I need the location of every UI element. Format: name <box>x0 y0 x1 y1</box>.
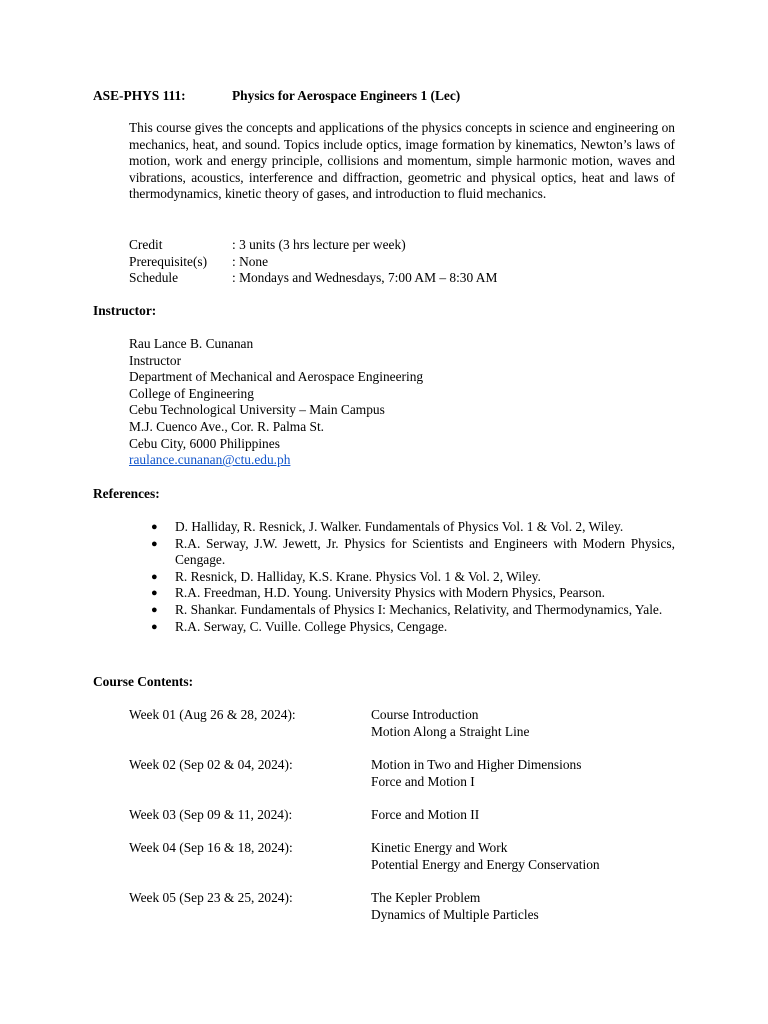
reference-item: ● R.A. Freedman, H.D. Young. University Physics with Modern Physics, Pearson. <box>151 585 605 601</box>
detail-label: Schedule <box>129 270 179 286</box>
topic: Kinetic Energy and Work <box>371 840 508 855</box>
week-topics <box>371 890 539 923</box>
references-list <box>129 519 675 635</box>
bullet-icon: ● <box>151 587 158 600</box>
topic: Dynamics of Multiple Particles <box>371 906 539 922</box>
bullet-icon: ● <box>151 537 158 550</box>
detail-value: : Mondays and Wednesdays, 7:00 AM – 8:30 AM <box>232 270 498 286</box>
detail-label: Credit <box>129 237 163 252</box>
topic: Motion Along a Straight Line <box>371 723 530 739</box>
week-topics <box>371 807 479 824</box>
reference-item: ● R. Resnick, D. Halliday, K.S. Krane. Physics Vol. 1 & Vol. 2, Wiley. <box>151 568 541 584</box>
detail-value: : 3 units (3 hrs lecture per week) <box>232 237 406 252</box>
instructor-name: Rau Lance B. Cunanan <box>129 336 254 351</box>
bullet-icon: ● <box>151 603 158 616</box>
week-label: Week 03 (Sep 09 & 11, 2024): <box>129 807 293 822</box>
reference-item: ● R.A. Serway, J.W. Jewett, Jr. Physics for Scientists and Engineers with Modern Physics, Cengage. <box>151 535 675 568</box>
references-heading: References: <box>93 486 160 501</box>
bullet-icon: ● <box>151 570 158 583</box>
week-label: Week 05 (Sep 23 & 25, 2024): <box>129 890 293 905</box>
reference-item: ● R. Shankar. Fundamentals of Physics I: Mechanics, Relativity, and Thermodynamics, Yale. <box>151 601 663 617</box>
instructor-address: M.J. Cuenco Ave., Cor. R. Palma St. <box>129 418 325 434</box>
instructor-university: Cebu Technological University – Main Campus <box>129 402 385 418</box>
course-description: This course gives the concepts and applications of the physics concepts in science and engineering on mechanics, heat, and sound. Topics include optics, image formation by kinematics, Newton’s laws of motion, work and energy principle, collisions and momentum, simple harmonic motion, waves and vibrations, acoustics, interference and diffraction, geometric and physical optics, heat and laws of thermodynamics, kinetic theory of gases, and introduction to fluid mechanics. <box>129 120 675 202</box>
detail-label: Prerequisite(s) <box>129 253 208 269</box>
topic: Force and Motion II <box>371 807 480 822</box>
instructor-position: Instructor <box>129 352 182 368</box>
instructor-college: College of Engineering <box>129 385 254 401</box>
course-title: Physics for Aerospace Engineers 1 (Lec) <box>232 88 461 103</box>
instructor-email-link[interactable]: raulance.cunanan@ctu.edu.ph <box>129 452 291 468</box>
reference-item: ● R.A. Serway, C. Vuille. College Physics, Cengage. <box>151 618 448 634</box>
bullet-icon: ● <box>151 620 158 633</box>
topic: Motion in Two and Higher Dimensions <box>371 757 582 772</box>
topic: The Kepler Problem <box>371 890 481 905</box>
course-contents-heading: Course Contents: <box>93 674 194 689</box>
topic: Force and Motion I <box>371 773 475 789</box>
instructor-city: Cebu City, 6000 Philippines <box>129 435 280 451</box>
course-code: ASE-PHYS 111: <box>93 88 186 103</box>
week-label: Week 02 (Sep 02 & 04, 2024): <box>129 757 293 772</box>
instructor-block <box>129 336 629 469</box>
detail-value: : None <box>232 253 269 269</box>
week-topics <box>371 757 581 790</box>
week-label: Week 04 (Sep 16 & 18, 2024): <box>129 840 293 855</box>
course-details <box>129 237 675 287</box>
topic: Potential Energy and Energy Conservation <box>371 856 600 872</box>
reference-item: ● D. Halliday, R. Resnick, J. Walker. Fundamentals of Physics Vol. 1 & Vol. 2, Wiley. <box>151 519 624 534</box>
week-label: Week 01 (Aug 26 & 28, 2024): <box>129 707 296 722</box>
week-topics <box>371 707 529 740</box>
bullet-icon: ● <box>151 521 158 533</box>
instructor-heading: Instructor: <box>93 303 157 318</box>
topic: Course Introduction <box>371 707 479 722</box>
instructor-department: Department of Mechanical and Aerospace Engineering <box>129 369 424 385</box>
week-topics <box>371 840 600 873</box>
